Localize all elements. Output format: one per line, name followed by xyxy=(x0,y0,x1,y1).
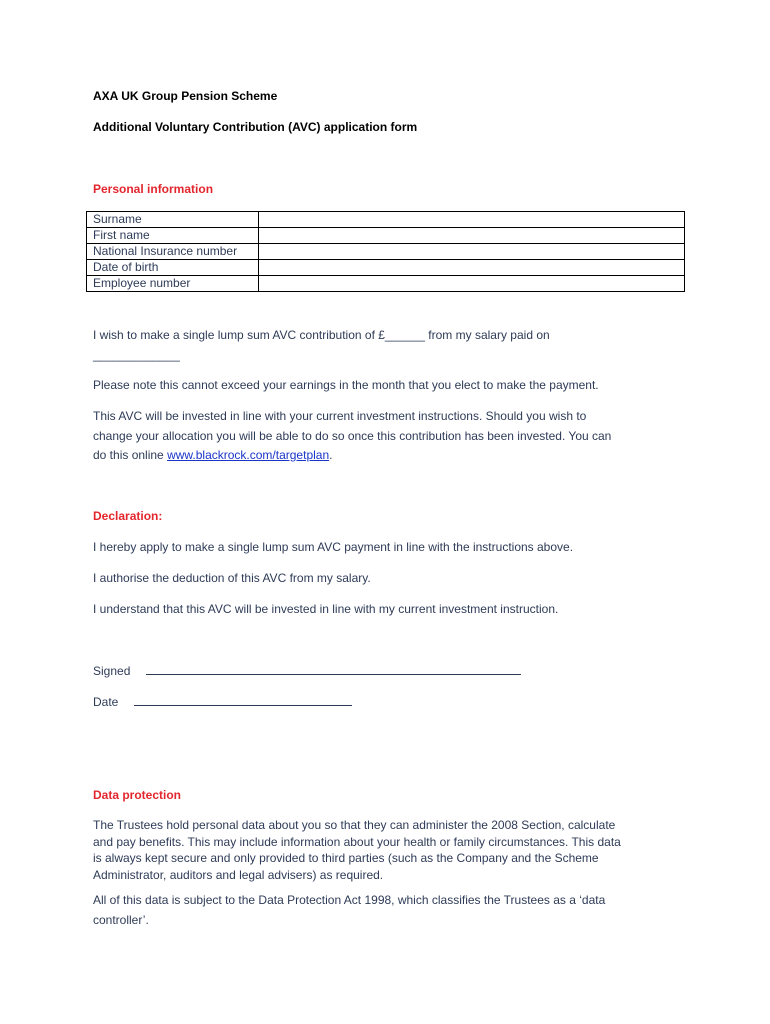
table-row xyxy=(87,244,685,260)
personal-info-heading: Personal information xyxy=(93,182,214,196)
surname-label: Surname xyxy=(87,212,259,228)
data-protection-paragraph-2 xyxy=(93,891,605,930)
blackrock-link[interactable]: www.blackrock.com/targetplan xyxy=(167,448,330,462)
date-row xyxy=(93,693,352,713)
earnings-note: Please note this cannot exceed your earnings in the month that you elect to make the payment. xyxy=(93,378,599,392)
data-protection-heading: Data protection xyxy=(93,788,182,802)
declaration-line-1: I hereby apply to make a single lump sum AVC payment in line with the instructions above. xyxy=(93,540,574,554)
contribution-line: I wish to make a single lump sum AVC contribution of £______ from my salary paid on xyxy=(93,328,550,342)
investment-line-1: This AVC will be invested in line with your current investment instructions. Should you wish to xyxy=(93,409,587,423)
data-protection-line: and pay benefits. This may include information about your health or family circumstances. This data xyxy=(93,834,621,849)
investment-line-3-prefix: do this online xyxy=(93,448,168,462)
personal-info-table xyxy=(86,211,685,292)
data-protection-line: controller’. xyxy=(93,912,149,927)
document-title: AXA UK Group Pension Scheme xyxy=(93,89,278,103)
date-of-birth-label: Date of birth xyxy=(87,260,259,276)
declaration-heading: Declaration: xyxy=(93,509,163,523)
investment-line-2: change your allocation you will be able to do so once this contribution has been invested. You can xyxy=(93,428,612,443)
table-row xyxy=(87,276,685,292)
contribution-amount-text xyxy=(93,326,550,365)
first-name-label: First name xyxy=(87,228,259,244)
date-line[interactable] xyxy=(134,694,352,706)
surname-field[interactable] xyxy=(259,212,685,228)
signature-row xyxy=(93,662,521,682)
ni-number-field[interactable] xyxy=(259,244,685,260)
signed-label: Signed xyxy=(93,664,131,678)
employee-number-field[interactable] xyxy=(259,276,685,292)
signature-line[interactable] xyxy=(146,663,521,675)
investment-line-3 xyxy=(93,446,611,466)
investment-paragraph xyxy=(93,407,611,466)
first-name-field[interactable] xyxy=(259,228,685,244)
date-label: Date xyxy=(93,695,119,709)
declaration-line-3: I understand that this AVC will be invested in line with my current investment instruction. xyxy=(93,602,559,616)
ni-number-label: National Insurance number xyxy=(87,244,259,260)
declaration-line-2: I authorise the deduction of this AVC from my salary. xyxy=(93,571,371,585)
data-protection-line: The Trustees hold personal data about you so that they can administer the 2008 Section, calculate xyxy=(93,818,616,832)
employee-number-label: Employee number xyxy=(87,276,259,292)
table-row xyxy=(87,260,685,276)
data-protection-line: All of this data is subject to the Data Protection Act 1998, which classifies the Trustees as a ‘data xyxy=(93,893,606,907)
table-row xyxy=(87,212,685,228)
salary-date-blank[interactable]: _____________ xyxy=(93,347,180,362)
data-protection-line: is always kept secure and only provided to third parties (such as the Company and the Scheme xyxy=(93,851,599,865)
data-protection-paragraph-1 xyxy=(93,817,621,883)
form-title: Additional Voluntary Contribution (AVC) application form xyxy=(93,120,418,134)
date-of-birth-field[interactable] xyxy=(259,260,685,276)
investment-line-3-suffix: . xyxy=(329,448,333,462)
data-protection-line: Administrator, auditors and legal advisers) as required. xyxy=(93,867,384,882)
table-row xyxy=(87,228,685,244)
